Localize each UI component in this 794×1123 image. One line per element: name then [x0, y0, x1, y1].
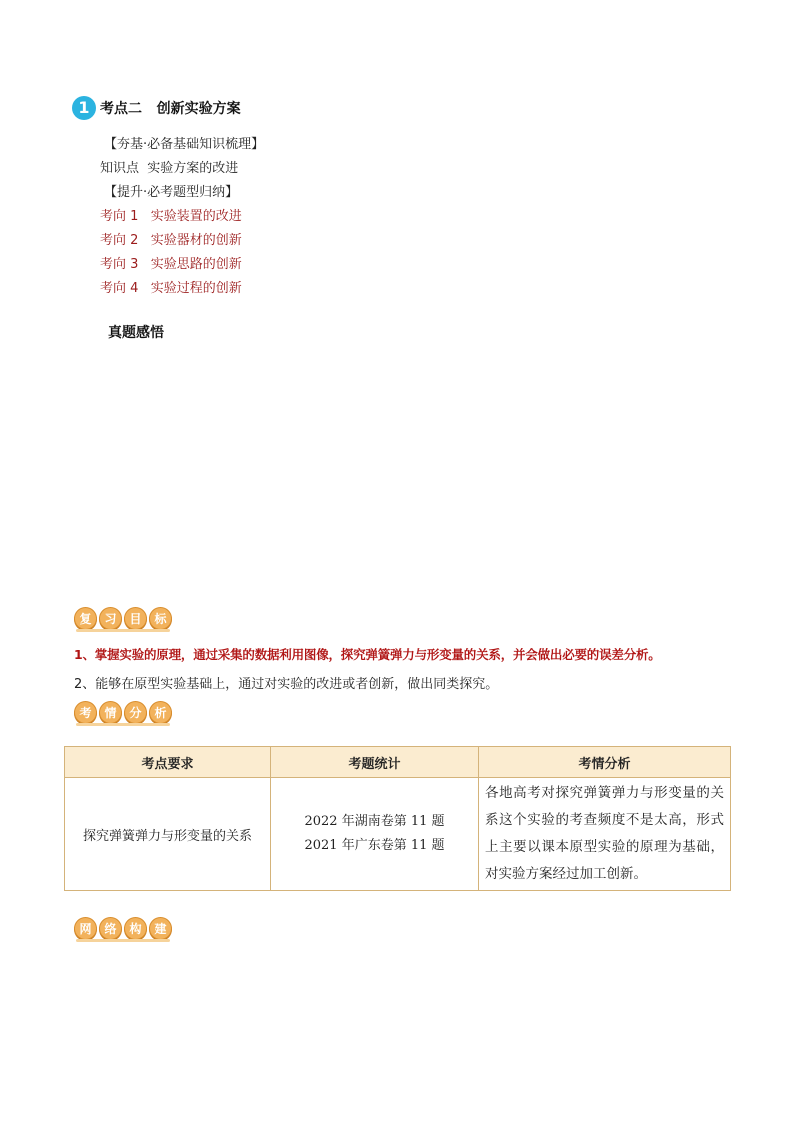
- tag-char: 络: [99, 917, 122, 940]
- section-title: 考点二 创新实验方案: [100, 101, 241, 117]
- cell-statistics: [271, 778, 479, 891]
- cell-analysis: 各地高考对探究弹簧弹力与形变量的关系这个实验的考查频度不是太高，形式上主要以课本原型实验的原理为基础，对实验方案经过加工创新。: [479, 778, 731, 891]
- header-statistics: 考题统计: [271, 747, 479, 778]
- outline-direction-1: 考向 1 实验装置的改进: [100, 209, 242, 224]
- outline-direction-2: 考向 2 实验器材的创新: [100, 233, 242, 248]
- tag-char: 标: [149, 607, 172, 630]
- table-row: [65, 778, 731, 891]
- tag-char: 目: [124, 607, 147, 630]
- tag-char: 习: [99, 607, 122, 630]
- tag-char: 析: [149, 701, 172, 724]
- table-header-row: [65, 747, 731, 778]
- tag-char: 复: [74, 607, 97, 630]
- tag-char: 建: [149, 917, 172, 940]
- tag-char: 构: [124, 917, 147, 940]
- network-build-tag: [74, 914, 172, 942]
- outline-direction-3: 考向 3 实验思路的创新: [100, 257, 242, 272]
- tag-char: 情: [99, 701, 122, 724]
- review-goal-2: 2、能够在原型实验基础上，通过对实验的改进或者创新，做出同类探究。: [74, 677, 499, 692]
- outline-direction-4: 考向 4 实验过程的创新: [100, 281, 242, 296]
- review-goal-1: 1、掌握实验的原理，通过采集的数据利用图像，探究弹簧弹力与形变量的关系，并会做出必要的误差分析。: [74, 647, 661, 662]
- tag-underline: [76, 629, 170, 632]
- outline-question-types: 【提升·必考题型归纳】: [104, 185, 239, 200]
- tag-char: 考: [74, 701, 97, 724]
- tag-char: 分: [124, 701, 147, 724]
- section-number-badge: 1: [72, 96, 96, 120]
- tag-char: 网: [74, 917, 97, 940]
- tag-underline: [76, 723, 170, 726]
- stat-line: 2021 年广东卷第 11 题: [304, 838, 445, 853]
- review-goal-tag: [74, 604, 172, 632]
- outline-basic-knowledge: 【夯基·必备基础知识梳理】: [104, 137, 265, 152]
- header-analysis: 考情分析: [479, 747, 731, 778]
- header-requirement: 考点要求: [65, 747, 271, 778]
- exam-analysis-table: [64, 746, 731, 891]
- real-questions-heading: 真题感悟: [108, 325, 164, 341]
- cell-requirement: 探究弹簧弹力与形变量的关系: [65, 778, 271, 891]
- stat-line: 2022 年湖南卷第 11 题: [304, 814, 445, 829]
- tag-underline: [76, 939, 170, 942]
- outline-knowledge-point: 知识点 实验方案的改进: [100, 161, 239, 176]
- exam-analysis-tag: [74, 698, 172, 726]
